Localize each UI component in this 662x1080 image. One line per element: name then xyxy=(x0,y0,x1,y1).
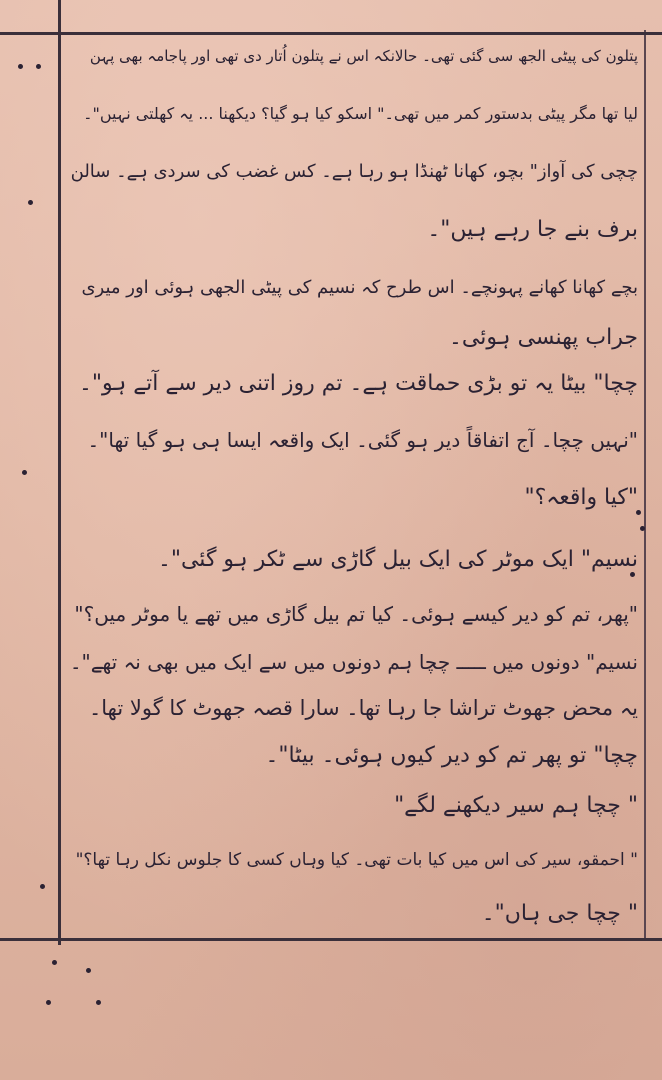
text-line: نسیم" ایک موٹر کی ایک بیل گاڑی سے ٹکر ہو گئی"۔ xyxy=(157,547,638,572)
ink-speck xyxy=(36,64,41,69)
text-line: برف بنے جا رہے ہیں"۔ xyxy=(427,217,638,242)
text-line: چچی کی آواز" بچو، کھانا ٹھنڈا ہو رہا ہے۔ کس غضب کی سردی ہے۔ سالن xyxy=(70,161,638,182)
text-line: "کیا واقعہ؟" xyxy=(524,485,638,510)
ink-speck xyxy=(52,960,57,965)
ink-speck xyxy=(40,884,45,889)
text-line: لیا تھا مگر پیٹی بدستور کمر میں تھی۔" اسکو کیا ہو گیا؟ دیکھنا ... یہ کھلتی نہیں"۔ xyxy=(83,104,638,123)
text-line: جراب پھنسی ہوئی۔ xyxy=(448,325,638,350)
ink-speck xyxy=(46,1000,51,1005)
text-line: چچا" بیٹا یہ تو بڑی حماقت ہے۔ تم روز اتنی دیر سے آتے ہو"۔ xyxy=(78,371,638,396)
ink-speck xyxy=(636,510,641,515)
text-line: پتلون کی پیٹی الجھ سی گئی تھی۔ حالانکہ اس نے پتلون اُتار دی تھی اور پاجامہ بھی پہن xyxy=(89,47,638,65)
text-line: " چچا ہم سیر دیکھنے لگے" xyxy=(394,793,638,818)
ink-speck xyxy=(28,200,33,205)
text-line: چچا" تو پھر تم کو دیر کیوں ہوئی۔ بیٹا"۔ xyxy=(265,743,638,768)
text-line: "نہیں چچا۔ آج اتفاقاً دیر ہو گئی۔ ایک واقعہ ایسا ہی ہو گیا تھا"۔ xyxy=(87,428,638,452)
text-line: " احمقو، سیر کی اس میں کیا بات تھی۔ کیا وہاں کسی کا جلوس نکل رہا تھا؟" xyxy=(75,850,638,870)
ink-speck xyxy=(96,1000,101,1005)
ink-speck xyxy=(640,526,645,531)
ink-speck xyxy=(18,64,23,69)
text-line: یہ محض جھوٹ تراشا جا رہا تھا۔ سارا قصہ جھوٹ کا گولا تھا۔ xyxy=(88,696,638,720)
ink-speck xyxy=(22,470,27,475)
text-line: "پھر، تم کو دیر کیسے ہوئی۔ کیا تم بیل گاڑی میں تھے یا موٹر میں؟" xyxy=(74,602,638,626)
bottom-margin-rule xyxy=(0,938,662,941)
text-line: " چچا جی ہاں"۔ xyxy=(481,901,638,926)
right-margin-rule xyxy=(644,30,646,940)
text-line: نسیم" دونوں میں ـــــ چچا ہم دونوں میں سے ایک میں بھی نہ تھے"۔ xyxy=(69,650,638,674)
ink-speck xyxy=(630,572,635,577)
ink-speck xyxy=(86,968,91,973)
left-margin-rule xyxy=(58,0,61,945)
top-margin-rule xyxy=(0,32,662,35)
text-line: بچے کھانا کھانے پہونچے۔ اس طرح کہ نسیم کی پیٹی الجھی ہوئی اور میری xyxy=(81,277,638,298)
